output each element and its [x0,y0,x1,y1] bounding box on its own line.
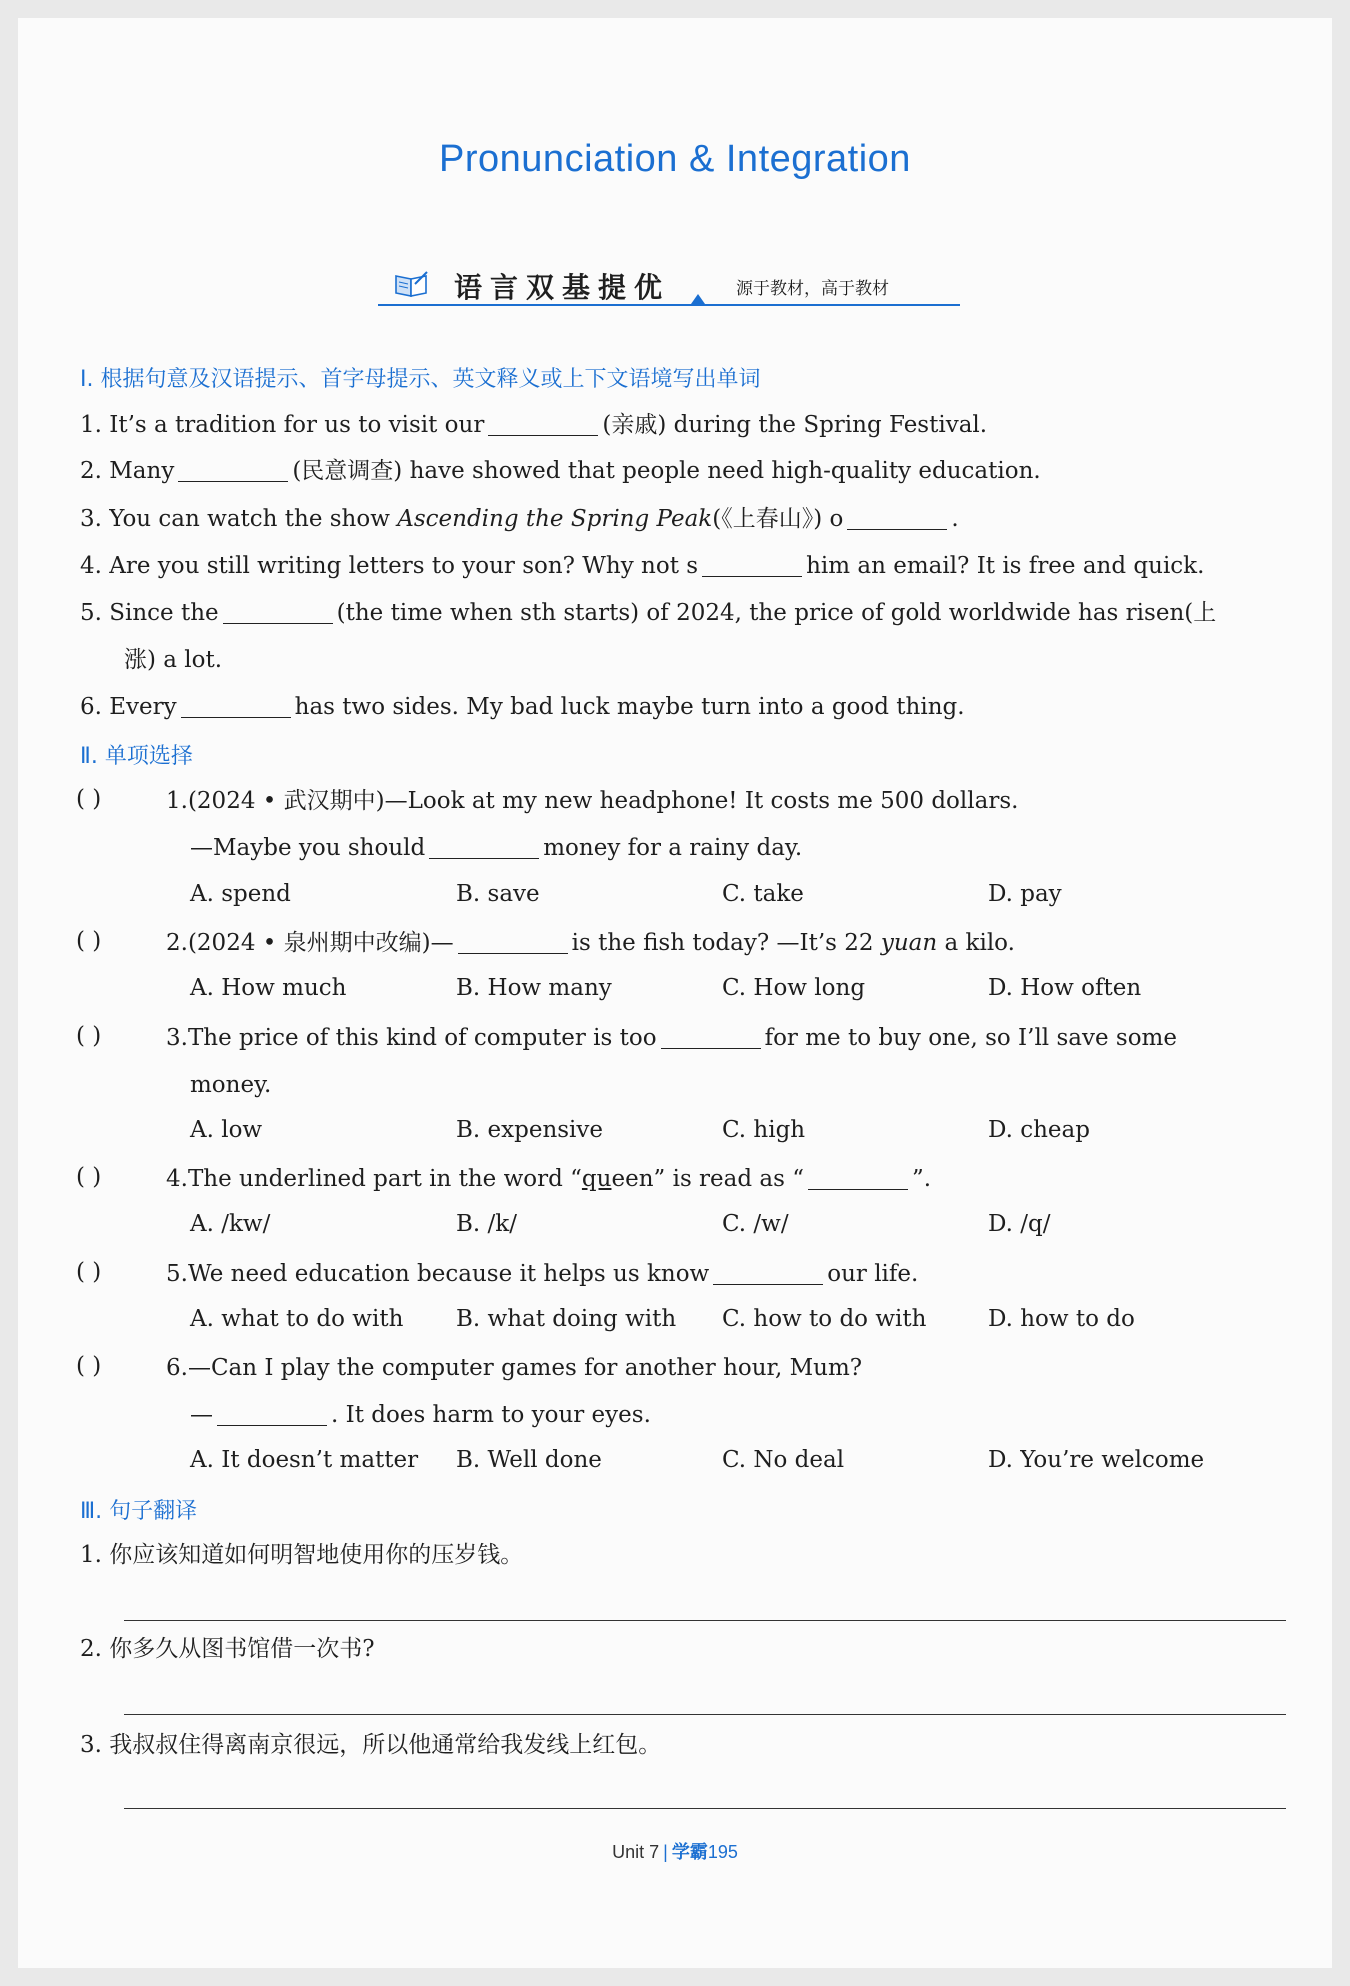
fill-question-5-continued: 涨) a lot. [124,647,223,673]
mc-question-3: 3.The price of this kind of computer is too for me to buy one, so I’ll save some [166,1025,1177,1051]
page-number: 195 [707,1842,738,1862]
answer-parentheses[interactable]: ( ) [76,928,102,954]
option-c[interactable]: C. How long [722,975,866,1001]
section-banner [378,262,960,306]
mc-question-1-line2: —Maybe you should money for a rainy day. [190,835,803,861]
answer-parentheses[interactable]: ( ) [76,1259,102,1285]
option-d[interactable]: D. How often [988,975,1142,1001]
option-d[interactable]: D. cheap [988,1117,1090,1143]
footer-unit: Unit 7 [612,1842,660,1862]
answer-parentheses[interactable]: ( ) [76,1353,102,1379]
answer-blank[interactable] [458,932,568,954]
worksheet-page [18,18,1332,1968]
answer-blank[interactable] [847,508,947,530]
banner-title: 语言双基提优 [454,271,671,304]
section-2-heading: Ⅱ. 单项选择 [80,744,193,769]
option-c[interactable]: C. high [722,1117,806,1143]
answer-line[interactable] [124,1620,1286,1621]
fill-question-6: 6. Every has two sides. My bad luck maybe turn into a good thing. [80,694,965,720]
option-a[interactable]: A. low [190,1117,263,1143]
section-1-heading: Ⅰ. 根据句意及汉语提示、首字母提示、英文释义或上下文语境写出单词 [80,367,761,392]
mc-question-3-continued: money. [190,1072,272,1098]
fill-question-1: 1. It’s a tradition for us to visit our (亲戚) during the Spring Festival. [80,412,988,438]
option-b[interactable]: B. save [456,881,540,907]
translation-question-3: 3. 我叔叔住得离南京很远，所以他通常给我发线上红包。 [80,1732,662,1758]
answer-blank[interactable] [808,1168,908,1190]
option-b[interactable]: B. Well done [456,1447,602,1473]
option-b[interactable]: B. How many [456,975,612,1001]
footer-divider: | [663,1842,668,1862]
option-d[interactable]: D. /q/ [988,1211,1051,1237]
fill-question-3: 3. You can watch the show Ascending the Spring Peak(《上春山》) o . [80,506,959,532]
mc-question-4: 4.The underlined part in the word “queen” is read as “ ”. [166,1166,932,1192]
answer-blank[interactable] [181,696,291,718]
answer-blank[interactable] [661,1027,761,1049]
answer-line[interactable] [124,1714,1286,1715]
fill-question-2: 2. Many (民意调查) have showed that people need high-quality education. [80,458,1041,484]
option-a[interactable]: A. spend [190,881,291,907]
book-pen-icon [394,270,430,298]
answer-parentheses[interactable]: ( ) [76,786,102,812]
option-a[interactable]: A. It doesn’t matter [190,1447,419,1473]
option-c[interactable]: C. how to do with [722,1306,927,1332]
option-b[interactable]: B. what doing with [456,1306,677,1332]
answer-line[interactable] [124,1808,1286,1809]
mc-question-6-line2: — . It does harm to your eyes. [190,1402,651,1428]
translation-question-2: 2. 你多久从图书馆借一次书? [80,1636,375,1662]
mc-question-1: 1.(2024 • 武汉期中)—Look at my new headphone! It costs me 500 dollars. [166,788,1019,814]
banner-subtitle: 源于教材，高于教材 [736,279,889,299]
footer-brand: 学霸 [671,1842,708,1863]
mc-question-5: 5.We need education because it helps us know our life. [166,1261,919,1287]
answer-parentheses[interactable]: ( ) [76,1023,102,1049]
option-b[interactable]: B. expensive [456,1117,604,1143]
answer-parentheses[interactable]: ( ) [76,1164,102,1190]
fill-question-5: 5. Since the (the time when sth starts) of 2024, the price of gold worldwide has risen(上 [80,600,1217,626]
option-c[interactable]: C. /w/ [722,1211,789,1237]
option-a[interactable]: A. what to do with [190,1306,404,1332]
option-a[interactable]: A. How much [190,975,347,1001]
page-title: Pronunciation & Integration [439,138,911,180]
section-3-heading: Ⅲ. 句子翻译 [80,1499,198,1524]
mc-question-2: 2.(2024 • 泉州期中改编)— is the fish today? —It’s 22 yuan a kilo. [166,930,1015,956]
answer-blank[interactable] [223,602,333,624]
option-c[interactable]: C. No deal [722,1447,845,1473]
triangle-marker-icon [691,294,705,304]
option-d[interactable]: D. You’re welcome [988,1447,1205,1473]
option-b[interactable]: B. /k/ [456,1211,517,1237]
fill-question-4: 4. Are you still writing letters to your son? Why not s him an email? It is free and quick. [80,553,1205,579]
option-c[interactable]: C. take [722,881,804,907]
answer-blank[interactable] [429,837,539,859]
option-d[interactable]: D. how to do [988,1306,1135,1332]
answer-blank[interactable] [217,1404,327,1426]
answer-blank[interactable] [702,555,802,577]
translation-question-1: 1. 你应该知道如何明智地使用你的压岁钱。 [80,1542,524,1568]
answer-blank[interactable] [488,414,598,436]
option-d[interactable]: D. pay [988,881,1062,907]
mc-question-6: 6.—Can I play the computer games for another hour, Mum? [166,1355,863,1381]
answer-blank[interactable] [713,1263,823,1285]
option-a[interactable]: A. /kw/ [190,1211,271,1237]
page-footer [18,1838,1332,1864]
answer-blank[interactable] [178,460,288,482]
